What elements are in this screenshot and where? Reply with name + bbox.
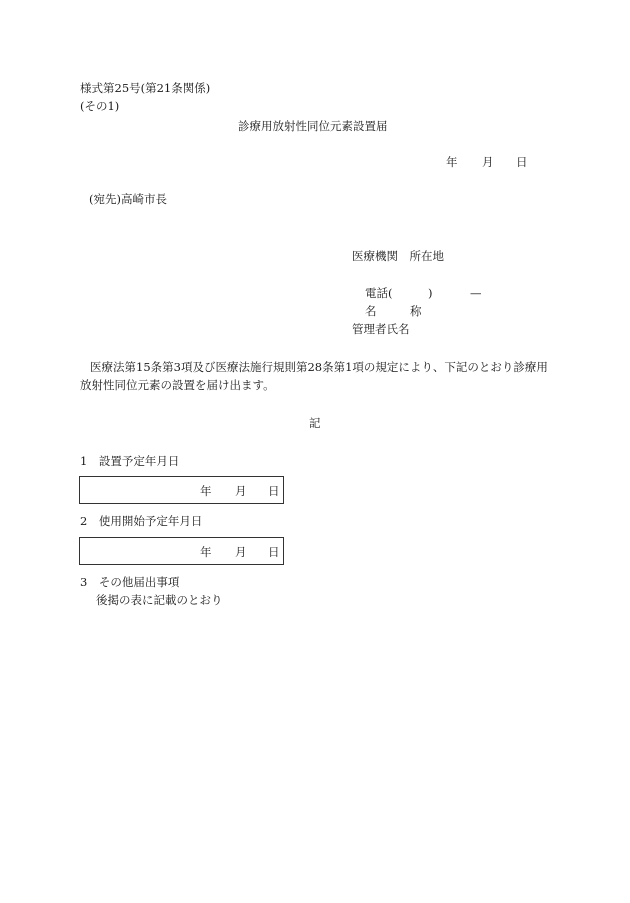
- addressee: (宛先)高崎市長: [89, 192, 167, 206]
- item-3-label: 3 その他届出事項: [80, 575, 180, 589]
- body-line-1: 医療法第15条第3項及び医療法施行規則第28条第1項の規定により、下記のとおり診療用: [90, 360, 548, 374]
- location-label: 医療機関 所在地: [352, 249, 444, 263]
- manager-name-label: 管理者氏名: [352, 322, 410, 336]
- phone-close: ): [428, 286, 433, 300]
- form-number: 様式第25号(第21条関係): [80, 81, 211, 95]
- date-year: 年: [446, 155, 458, 169]
- box1-year: 年: [200, 484, 212, 498]
- box2-day: 日: [268, 545, 280, 559]
- body-paragraph: [80, 358, 560, 394]
- ki-heading: 記: [309, 416, 321, 430]
- date-day: 日: [516, 155, 528, 169]
- box1-month: 月: [235, 484, 247, 498]
- body-line-2: 放射性同位元素の設置を届け出ます。: [80, 378, 275, 392]
- date-month: 月: [482, 155, 494, 169]
- box2-year: 年: [200, 545, 212, 559]
- use-start-date-box[interactable]: [79, 537, 284, 565]
- phone-label: 電話(: [365, 286, 393, 300]
- name-label-first: 名: [365, 304, 377, 318]
- name-label-second: 称: [410, 304, 422, 318]
- item-3-note: 後掲の表に記載のとおり: [96, 593, 223, 607]
- item-1-label: 1 設置予定年月日: [80, 454, 180, 468]
- box1-day: 日: [268, 484, 280, 498]
- item-2-label: 2 使用開始予定年月日: [80, 514, 203, 528]
- installation-date-box[interactable]: [79, 476, 284, 504]
- box2-month: 月: [235, 545, 247, 559]
- document-title: 診療用放射性同位元素設置届: [238, 119, 388, 133]
- phone-dash: —: [470, 286, 482, 300]
- form-sub-number: (その1): [80, 99, 120, 113]
